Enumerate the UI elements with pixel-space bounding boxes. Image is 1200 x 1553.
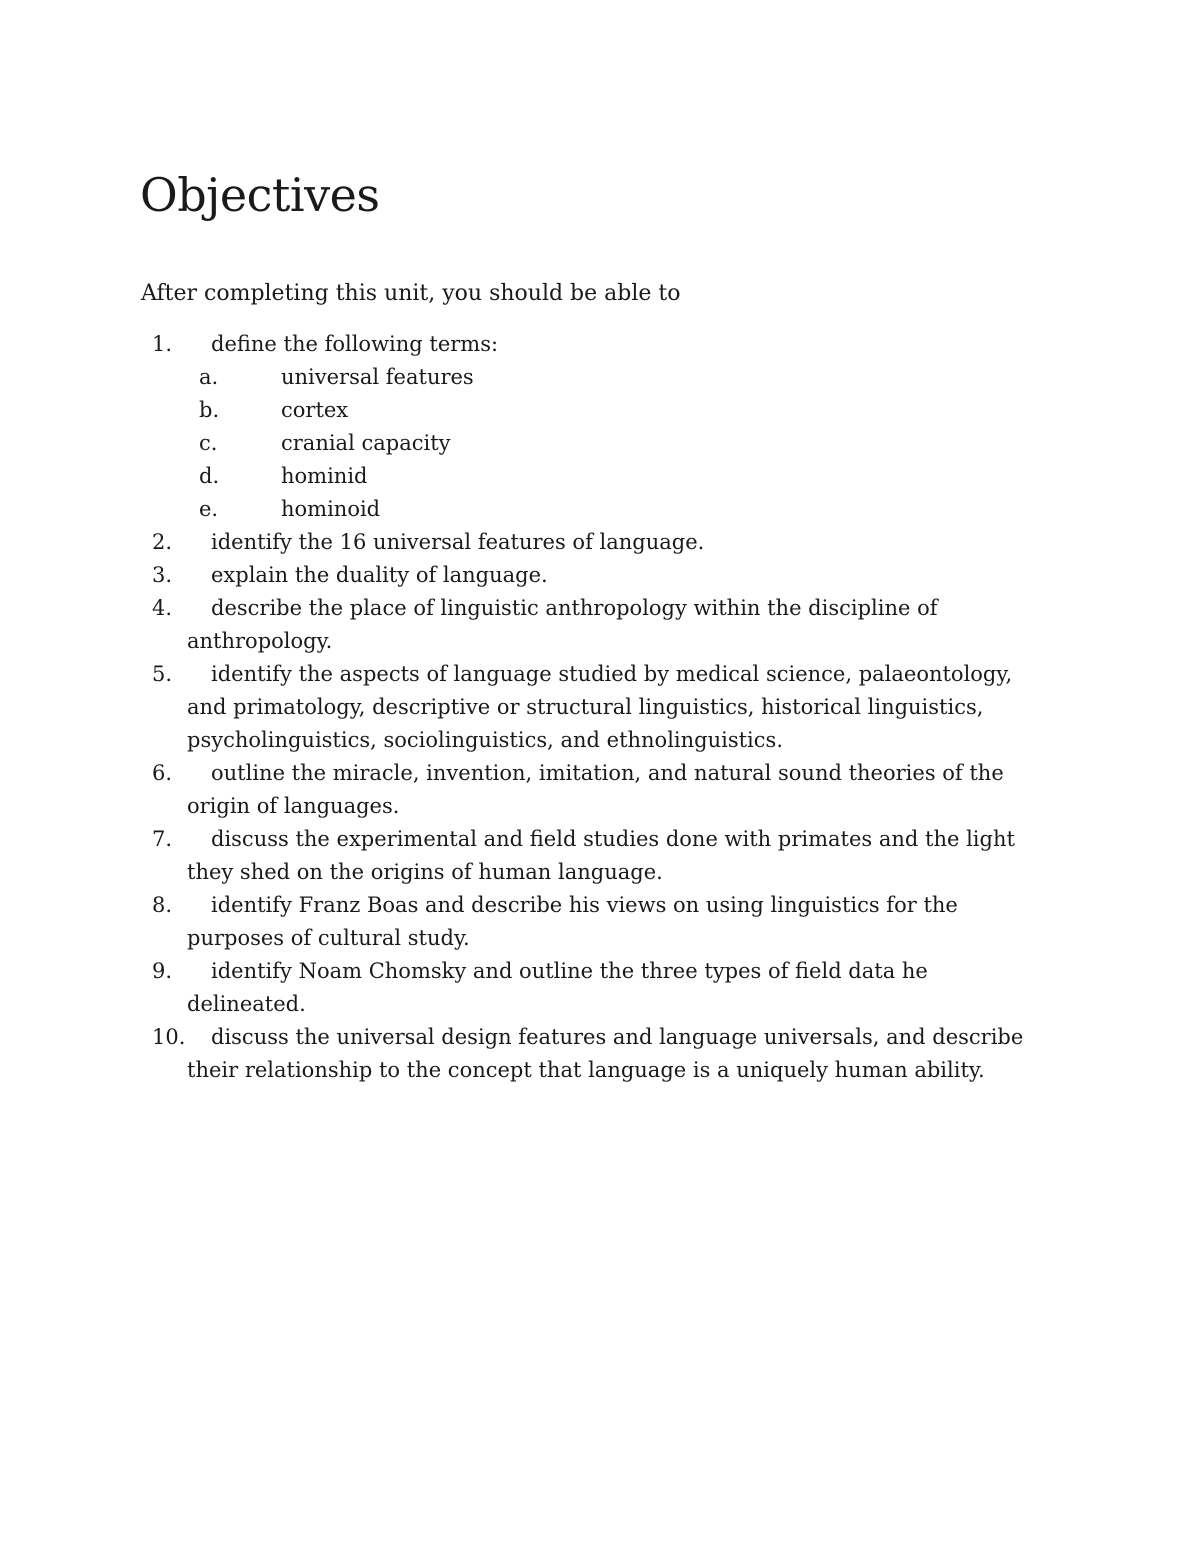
item-number: 10. <box>152 1025 186 1049</box>
sub-item-text: cortex <box>281 398 349 422</box>
objectives-list <box>140 328 1040 1087</box>
item-text: identify the aspects of language studied by medical science, palaeontology, and primatology, descriptive or structural linguistics, historical linguistics, psycholinguistics, sociolinguistics, and ethnolinguistics. <box>187 662 1013 752</box>
item-text: discuss the experimental and field studies done with primates and the light they shed on the origins of human language. <box>187 827 1015 884</box>
list-item <box>140 757 1040 823</box>
item-number: 2. <box>152 530 173 554</box>
item-number: 3. <box>152 563 173 587</box>
sub-item-letter: a. <box>199 365 219 389</box>
item-number: 6. <box>152 761 173 785</box>
sub-item-letter: e. <box>199 497 219 521</box>
list-item <box>140 1021 1040 1087</box>
item-text: identify Franz Boas and describe his views on using linguistics for the purposes of cultural study. <box>187 893 958 950</box>
sub-item-letter: c. <box>199 431 218 455</box>
list-item <box>140 658 1040 757</box>
page-title: Objectives <box>140 168 380 222</box>
item-text: identify Noam Chomsky and outline the three types of field data he delineated. <box>187 959 928 1016</box>
item-number: 5. <box>152 662 173 686</box>
list-item <box>140 823 1040 889</box>
sub-item-text: hominid <box>281 464 368 488</box>
sub-item-letter: d. <box>199 464 220 488</box>
list-item <box>140 889 1040 955</box>
item-text: discuss the universal design features and language universals, and describe their relationship to the concept that language is a uniquely human ability. <box>187 1025 1024 1082</box>
item-text: describe the place of linguistic anthropology within the discipline of anthropology. <box>187 596 938 653</box>
sub-item-text: hominoid <box>281 497 381 521</box>
item-text: define the following terms: <box>211 332 499 356</box>
sub-list-item <box>140 493 1040 526</box>
list-item <box>140 526 1040 559</box>
item-text: outline the miracle, invention, imitation, and natural sound theories of the origin of languages. <box>187 761 1004 818</box>
list-item <box>140 955 1040 1021</box>
sub-item-text: cranial capacity <box>281 431 451 455</box>
sub-list-item <box>140 460 1040 493</box>
item-number: 9. <box>152 959 173 983</box>
item-text: identify the 16 universal features of language. <box>211 530 705 554</box>
item-number: 8. <box>152 893 173 917</box>
item-text: explain the duality of language. <box>211 563 548 587</box>
sub-list-item <box>140 361 1040 394</box>
list-item <box>140 559 1040 592</box>
list-item <box>140 328 1040 361</box>
intro-text: After completing this unit, you should be able to <box>141 281 681 306</box>
item-number: 4. <box>152 596 173 620</box>
sub-list-item <box>140 394 1040 427</box>
sub-item-text: universal features <box>281 365 474 389</box>
list-item <box>140 592 1040 658</box>
item-number: 7. <box>152 827 173 851</box>
sub-item-letter: b. <box>199 398 220 422</box>
item-number: 1. <box>152 332 173 356</box>
sub-list-item <box>140 427 1040 460</box>
